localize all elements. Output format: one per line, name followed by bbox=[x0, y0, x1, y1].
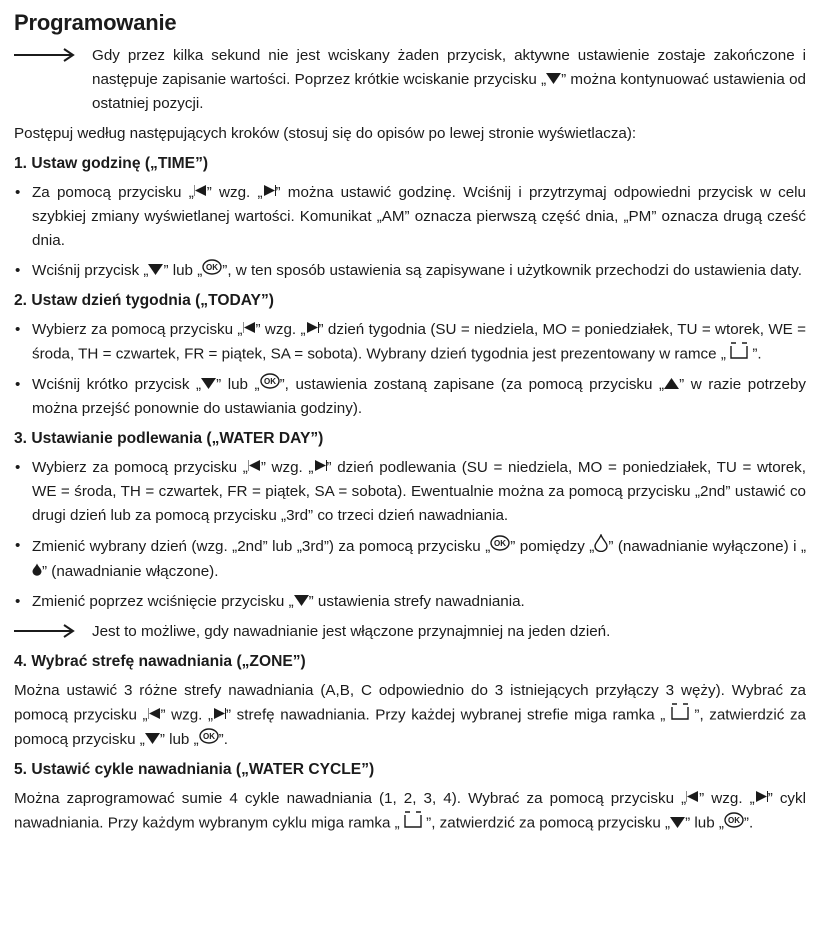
section-heading-water-cycle: 5. Ustawić cykle nawadniania („WATER CYCLE”) bbox=[14, 761, 375, 779]
section-heading-water-day: 3. Ustawianie podlewania („WATER DAY”) bbox=[14, 430, 324, 448]
text: ”, ustawienia zostaną zapisane (za pomocą przycisku „ bbox=[279, 376, 665, 394]
down-triangle-button-icon bbox=[546, 68, 561, 92]
section-list-time bbox=[14, 181, 806, 283]
text: ” wzg. „ bbox=[160, 706, 214, 724]
text: ”, w ten sposób ustawienia są zapisywane i użytkownik przechodzi do ustawienia daty. bbox=[222, 262, 802, 280]
text: Wybierz za pomocą przycisku „ bbox=[32, 321, 243, 339]
note-text-1: Gdy przez kilka sekund nie jest wciskany żaden przycisk, aktywne ustawienie zostaje zakończone i następuje zapisanie wartości. Poprzez krótkie wciskanie przycisku „ bbox=[92, 47, 806, 89]
water-drop-outline-icon bbox=[594, 534, 608, 560]
right-triangle-button-icon bbox=[213, 704, 226, 728]
ok-label: OK bbox=[263, 377, 276, 387]
intro-text: Postępuj według następujących kroków (stosuj się do opisów po lewej stronie wyświetlacza): bbox=[14, 125, 637, 143]
list-item bbox=[14, 259, 806, 283]
long-arrow-icon bbox=[14, 44, 92, 66]
section-list-water-day bbox=[14, 456, 806, 614]
section-list-today bbox=[14, 318, 806, 421]
long-arrow-icon bbox=[14, 620, 92, 642]
text: ”, zatwierdzić za pomocą przycisku „ bbox=[421, 814, 671, 832]
down-triangle-button-icon bbox=[201, 373, 216, 397]
blinking-frame-icon bbox=[730, 342, 748, 367]
text: ”. bbox=[748, 345, 762, 363]
ok-label: OK bbox=[202, 732, 215, 742]
left-triangle-button-icon bbox=[243, 318, 256, 342]
list-item bbox=[14, 534, 806, 584]
text: Zmienić poprzez wciśnięcie przycisku „ bbox=[32, 593, 294, 611]
right-triangle-button-icon bbox=[755, 787, 768, 811]
text: ” można ustawić godzinę. Wciśnij i przytrzymaj odpowiedni przycisk w celu szybkiej zmiany wyświetlanej wartości. Komunikat „AM” oznacza pierwszą część dnia, „PM” oznacza drugą cześć dnia. bbox=[32, 184, 806, 250]
text: ”. bbox=[743, 814, 754, 832]
list-item bbox=[14, 590, 806, 614]
ok-button-icon bbox=[490, 535, 510, 559]
right-triangle-button-icon bbox=[314, 456, 327, 480]
text: ” pomiędzy „ bbox=[510, 538, 595, 556]
left-triangle-button-icon bbox=[194, 181, 207, 205]
text: ” dzień tygodnia (SU = niedziela, MO = poniedziałek, TU = wtorek, WE = środa, TH = czwartek, FR = piątek, SA = sobota). Wybrany dzień tygodnia jest prezentowany w ramce „ bbox=[32, 321, 807, 363]
text: ” lub „ bbox=[159, 731, 199, 749]
text: ”. bbox=[218, 731, 228, 749]
right-triangle-button-icon bbox=[263, 181, 276, 205]
section-heading-zone: 4. Wybrać strefę nawadniania („ZONE”) bbox=[14, 653, 306, 671]
text: ” cykl nawadniania. Przy każdym wybranym cyklu miga ramka „ bbox=[14, 790, 806, 832]
text: ” lub „ bbox=[216, 376, 260, 394]
text: ” w razie potrzeby można przejść ponownie do ustawiania godziny). bbox=[32, 376, 806, 418]
left-triangle-button-icon bbox=[248, 456, 261, 480]
section-text-water-cycle bbox=[14, 787, 806, 836]
up-triangle-button-icon bbox=[664, 373, 679, 397]
info-note bbox=[14, 44, 806, 116]
text: Wciśnij przycisk „ bbox=[32, 262, 149, 280]
text: Zmienić wybrany dzień (wzg. „2nd” lub „3rd”) za pomocą przycisku „ bbox=[32, 538, 491, 556]
down-triangle-button-icon bbox=[145, 728, 160, 752]
text: Wybierz za pomocą przycisku „ bbox=[32, 459, 248, 477]
text: ” (nawadnianie włączone). bbox=[42, 563, 219, 581]
ok-label: OK bbox=[727, 815, 740, 825]
ok-button-icon bbox=[199, 728, 219, 752]
text: ” ustawienia strefy nawadniania. bbox=[308, 593, 525, 611]
text: Można ustawić 3 różne strefy nawadniania (A,B, C odpowiednio do 3 istniejących przyłączy 3 węży). Wybrać za pomocą przycisku „ bbox=[14, 682, 806, 724]
left-triangle-button-icon bbox=[148, 704, 161, 728]
section-heading-time: 1. Ustaw godzinę („TIME”) bbox=[14, 155, 209, 173]
text: Za pomocą przycisku „ bbox=[32, 184, 194, 202]
text: ” lub „ bbox=[685, 814, 724, 832]
note-text-2: ” można kontynuować ustawienia od ostatniej pozycji. bbox=[92, 71, 806, 113]
text: ” wzg. „ bbox=[260, 459, 314, 477]
down-triangle-button-icon bbox=[294, 590, 309, 614]
ok-label: OK bbox=[494, 539, 507, 549]
text: ” strefę nawadniania. Przy każdej wybranej strefie miga ramka „ bbox=[226, 706, 671, 724]
text: ” (nawadnianie wyłączone) i „ bbox=[608, 538, 807, 556]
text: ” wzg. „ bbox=[255, 321, 306, 339]
ok-button-icon bbox=[724, 812, 744, 836]
text: ”, zatwierdzić za pomocą przycisku „ bbox=[14, 706, 806, 749]
water-drop-filled-icon bbox=[32, 560, 42, 584]
down-triangle-button-icon bbox=[670, 812, 685, 836]
page-title: Programowanie bbox=[14, 10, 177, 35]
list-item bbox=[14, 181, 806, 253]
list-item bbox=[14, 318, 806, 367]
text: ” dzień podlewania (SU = niedziela, MO = poniedziałek, TU = wtorek, WE = środa, TH = czwartek, FR = piątek, SA = sobota). Ewentualnie można za pomocą przycisku „2nd” ustawić co drugi dzień lub za pomocą przycisku „3rd” co trzeci dzień nawadniania. bbox=[32, 459, 807, 525]
note-text: Jest to możliwe, gdy nawadnianie jest włączone przynajmniej na jeden dzień. bbox=[92, 623, 611, 641]
text: Wciśnij krótko przycisk „ bbox=[32, 376, 202, 394]
section-text-zone bbox=[14, 679, 806, 752]
list-item bbox=[14, 456, 806, 528]
info-note-2 bbox=[14, 620, 806, 644]
down-triangle-button-icon bbox=[148, 259, 163, 283]
section-heading-today: 2. Ustaw dzień tygodnia („TODAY”) bbox=[14, 292, 274, 310]
blinking-frame-icon bbox=[671, 703, 689, 728]
list-item bbox=[14, 373, 806, 421]
blinking-frame-icon bbox=[404, 811, 422, 836]
manual-page bbox=[14, 8, 806, 836]
ok-label: OK bbox=[206, 263, 219, 273]
text: ” wzg. „ bbox=[206, 184, 263, 202]
ok-button-icon bbox=[260, 373, 280, 397]
text: Można zaprogramować sumie 4 cykle nawadniania (1, 2, 3, 4). Wybrać za pomocą przycisku „ bbox=[14, 790, 687, 808]
left-triangle-button-icon bbox=[686, 787, 699, 811]
ok-button-icon bbox=[202, 259, 222, 283]
right-triangle-button-icon bbox=[306, 318, 319, 342]
text: ” wzg. „ bbox=[699, 790, 755, 808]
text: ” lub „ bbox=[163, 262, 203, 280]
